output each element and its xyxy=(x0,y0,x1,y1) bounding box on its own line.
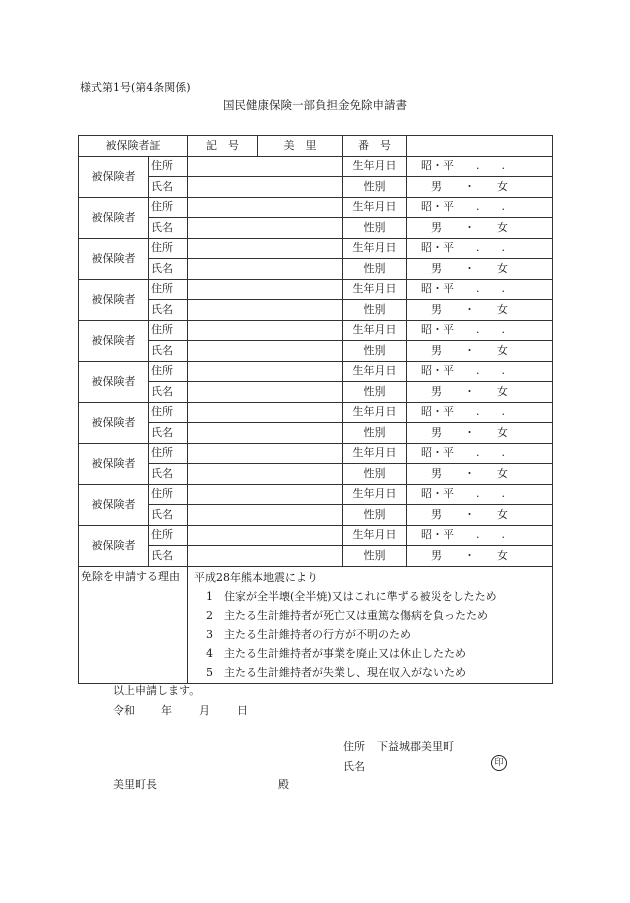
insured-address-row xyxy=(79,402,553,423)
insured-name-row xyxy=(79,300,553,321)
address-field[interactable] xyxy=(188,525,343,546)
insured-address-row xyxy=(79,279,553,300)
name-label: 氏名 xyxy=(149,259,188,280)
apply-text: 以上申請します。 xyxy=(113,684,201,697)
insured-group-label: 被保険者 xyxy=(79,402,149,443)
insured-group-label: 被保険者 xyxy=(79,525,149,566)
name-field[interactable] xyxy=(188,423,343,444)
insured-group-label: 被保険者 xyxy=(79,197,149,238)
name-field[interactable] xyxy=(188,300,343,321)
name-label: 氏名 xyxy=(149,546,188,567)
sex-label: 性別 xyxy=(343,546,407,567)
address-label: 住所 xyxy=(149,320,188,341)
form-number: 様式第1号(第4条関係) xyxy=(80,81,191,94)
name-label: 氏名 xyxy=(149,382,188,403)
reason-option-number: 2 xyxy=(206,608,213,622)
address-label: 住所 xyxy=(149,156,188,177)
birth-date-field[interactable]: 昭・平 . . xyxy=(407,279,553,300)
reason-option-number: 3 xyxy=(206,627,213,641)
address-label: 住所 xyxy=(149,238,188,259)
sex-label: 性別 xyxy=(343,341,407,362)
number-label: 番 号 xyxy=(343,136,407,157)
sex-field[interactable]: 男 ・ 女 xyxy=(407,464,553,485)
symbol-value[interactable]: 美 里 xyxy=(258,136,343,157)
address-label: 住所 xyxy=(149,279,188,300)
birth-date-field[interactable]: 昭・平 . . xyxy=(407,320,553,341)
date-line xyxy=(113,702,248,718)
insured-name-row xyxy=(79,218,553,239)
insured-name-row xyxy=(79,423,553,444)
applicant-address-label: 住所 xyxy=(343,740,365,753)
insured-address-row xyxy=(79,156,553,177)
address-field[interactable] xyxy=(188,443,343,464)
sex-label: 性別 xyxy=(343,382,407,403)
reason-option[interactable] xyxy=(190,587,550,606)
reason-option[interactable] xyxy=(190,606,550,625)
name-field[interactable] xyxy=(188,464,343,485)
sex-label: 性別 xyxy=(343,259,407,280)
recipient: 美里町長 xyxy=(113,778,157,791)
insurance-card-row xyxy=(79,136,553,157)
sex-field[interactable]: 男 ・ 女 xyxy=(407,423,553,444)
name-label: 氏名 xyxy=(149,423,188,444)
symbol-label: 記 号 xyxy=(188,136,258,157)
sex-field[interactable]: 男 ・ 女 xyxy=(407,300,553,321)
name-field[interactable] xyxy=(188,177,343,198)
address-field[interactable] xyxy=(188,197,343,218)
birth-date-label: 生年月日 xyxy=(343,197,407,218)
birth-date-field[interactable]: 昭・平 . . xyxy=(407,197,553,218)
insured-name-row xyxy=(79,177,553,198)
reason-option-text: 主たる生計維持者が死亡又は重篤な傷病を負ったため xyxy=(224,608,488,622)
reason-option-number: 5 xyxy=(206,665,213,679)
reason-row xyxy=(79,566,553,683)
sex-label: 性別 xyxy=(343,177,407,198)
birth-date-field[interactable]: 昭・平 . . xyxy=(407,484,553,505)
insured-group-label: 被保険者 xyxy=(79,279,149,320)
insured-address-row xyxy=(79,443,553,464)
insured-address-row xyxy=(79,525,553,546)
name-field[interactable] xyxy=(188,259,343,280)
address-field[interactable] xyxy=(188,279,343,300)
insured-group-label: 被保険者 xyxy=(79,484,149,525)
reason-content xyxy=(188,566,553,683)
insured-group-label: 被保険者 xyxy=(79,361,149,402)
birth-date-label: 生年月日 xyxy=(343,402,407,423)
birth-date-label: 生年月日 xyxy=(343,279,407,300)
insured-group-label: 被保険者 xyxy=(79,320,149,361)
sex-field[interactable]: 男 ・ 女 xyxy=(407,259,553,280)
address-label: 住所 xyxy=(149,197,188,218)
date-month-field[interactable]: 月 xyxy=(199,704,210,717)
reason-lead: 平成28年熊本地震により xyxy=(194,570,318,584)
insured-address-row xyxy=(79,238,553,259)
name-label: 氏名 xyxy=(149,505,188,526)
birth-date-label: 生年月日 xyxy=(343,156,407,177)
sex-field[interactable]: 男 ・ 女 xyxy=(407,218,553,239)
birth-date-field[interactable]: 昭・平 . . xyxy=(407,361,553,382)
sex-label: 性別 xyxy=(343,423,407,444)
birth-date-field[interactable]: 昭・平 . . xyxy=(407,238,553,259)
birth-date-label: 生年月日 xyxy=(343,320,407,341)
insured-address-row xyxy=(79,320,553,341)
name-field[interactable] xyxy=(188,546,343,567)
reason-option-number: 4 xyxy=(206,646,213,660)
insured-name-row xyxy=(79,546,553,567)
reason-option-text: 主たる生計維持者が失業し、現在収入がないため xyxy=(224,665,466,679)
sex-label: 性別 xyxy=(343,300,407,321)
reason-option-text: 主たる生計維持者の行方が不明のため xyxy=(224,627,411,641)
applicant-address-value[interactable]: 下益城郡美里町 xyxy=(377,740,454,753)
birth-date-label: 生年月日 xyxy=(343,525,407,546)
era-label: 令和 xyxy=(113,704,135,717)
insured-name-row xyxy=(79,341,553,362)
address-field[interactable] xyxy=(188,320,343,341)
address-label: 住所 xyxy=(149,402,188,423)
name-field[interactable] xyxy=(188,505,343,526)
name-field[interactable] xyxy=(188,218,343,239)
address-label: 住所 xyxy=(149,443,188,464)
sex-field[interactable]: 男 ・ 女 xyxy=(407,546,553,567)
number-value-field[interactable] xyxy=(407,136,553,157)
application-table xyxy=(78,135,553,684)
name-label: 氏名 xyxy=(149,341,188,362)
name-label: 氏名 xyxy=(149,177,188,198)
reason-option-text: 住家が全半壊(全半焼)又はこれに準ずる被災をしたため xyxy=(224,589,497,603)
insured-group-label: 被保険者 xyxy=(79,238,149,279)
reason-option[interactable] xyxy=(190,663,550,682)
reason-option[interactable] xyxy=(190,625,550,644)
reason-option-text: 主たる生計維持者が事業を廃止又は休止したため xyxy=(224,646,466,660)
birth-date-label: 生年月日 xyxy=(343,484,407,505)
reason-option[interactable] xyxy=(190,644,550,663)
sex-field[interactable]: 男 ・ 女 xyxy=(407,382,553,403)
reason-label: 免除を申請する理由 xyxy=(79,566,188,683)
address-field[interactable] xyxy=(188,361,343,382)
name-label: 氏名 xyxy=(149,218,188,239)
birth-date-field[interactable]: 昭・平 . . xyxy=(407,402,553,423)
insured-address-row xyxy=(79,484,553,505)
name-field[interactable] xyxy=(188,382,343,403)
insured-name-row xyxy=(79,259,553,280)
name-label: 氏名 xyxy=(149,464,188,485)
insurance-card-label: 被保険者証 xyxy=(79,136,188,157)
seal-mark: 印 xyxy=(491,755,507,771)
address-field[interactable] xyxy=(188,238,343,259)
sex-field[interactable]: 男 ・ 女 xyxy=(407,505,553,526)
sex-label: 性別 xyxy=(343,464,407,485)
date-year-field[interactable]: 年 xyxy=(161,704,172,717)
birth-date-label: 生年月日 xyxy=(343,443,407,464)
birth-date-field[interactable]: 昭・平 . . xyxy=(407,443,553,464)
reason-option-number: 1 xyxy=(206,589,213,603)
sex-field[interactable]: 男 ・ 女 xyxy=(407,341,553,362)
honorific: 殿 xyxy=(278,778,289,791)
sex-label: 性別 xyxy=(343,218,407,239)
insured-address-row xyxy=(79,197,553,218)
address-field[interactable] xyxy=(188,484,343,505)
birth-date-field[interactable]: 昭・平 . . xyxy=(407,156,553,177)
birth-date-label: 生年月日 xyxy=(343,361,407,382)
sex-field[interactable]: 男 ・ 女 xyxy=(407,177,553,198)
name-field[interactable] xyxy=(188,341,343,362)
birth-date-field[interactable]: 昭・平 . . xyxy=(407,525,553,546)
sex-label: 性別 xyxy=(343,505,407,526)
insured-name-row xyxy=(79,505,553,526)
address-label: 住所 xyxy=(149,525,188,546)
form-title: 国民健康保険一部負担金免除申請書 xyxy=(223,98,407,112)
insured-name-row xyxy=(79,464,553,485)
birth-date-label: 生年月日 xyxy=(343,238,407,259)
insured-group-label: 被保険者 xyxy=(79,443,149,484)
name-label: 氏名 xyxy=(149,300,188,321)
date-day-field[interactable]: 日 xyxy=(237,704,248,717)
address-label: 住所 xyxy=(149,361,188,382)
insured-address-row xyxy=(79,361,553,382)
applicant-name-label: 氏名 xyxy=(343,760,365,773)
address-field[interactable] xyxy=(188,156,343,177)
insured-name-row xyxy=(79,382,553,403)
insured-group-label: 被保険者 xyxy=(79,156,149,197)
address-label: 住所 xyxy=(149,484,188,505)
address-field[interactable] xyxy=(188,402,343,423)
